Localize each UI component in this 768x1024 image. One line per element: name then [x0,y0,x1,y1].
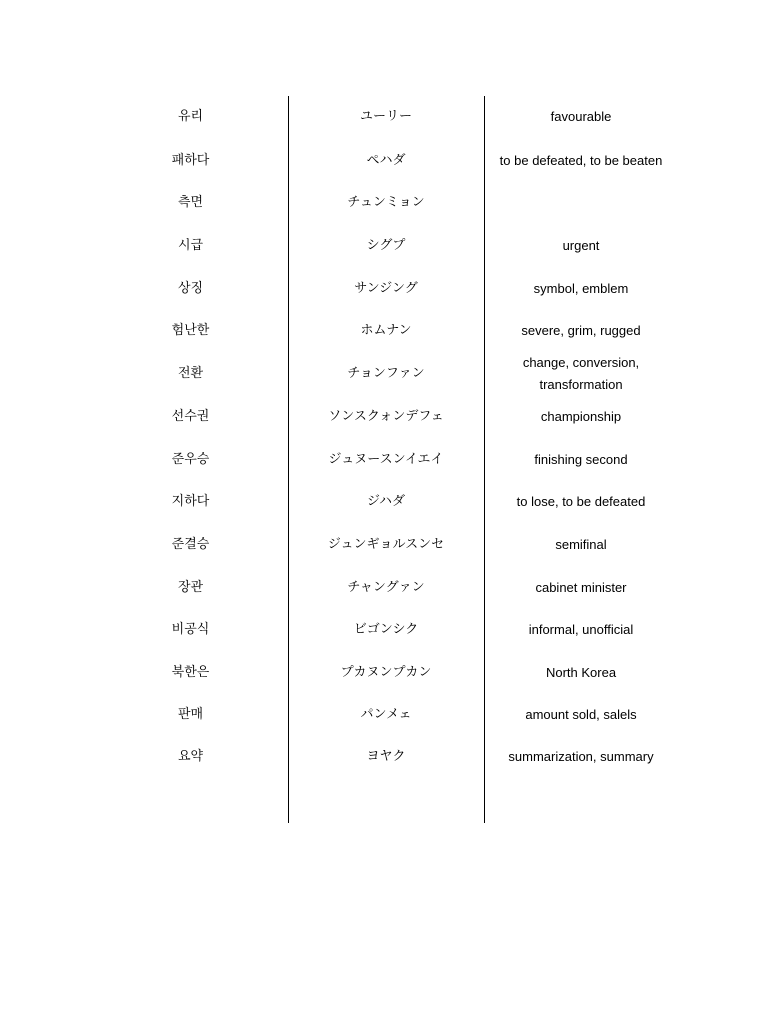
korean-word: 상징 [177,281,204,296]
table-row [93,652,678,694]
english-meaning: amount sold, salels [525,707,637,722]
korean-word: 패하다 [171,153,210,168]
table-row [93,396,678,438]
english-meaning: championship [540,409,622,424]
korean-word: 요약 [177,749,204,764]
korean-word: 지하다 [171,494,210,509]
english-meaning [484,182,678,224]
english-meaning: favourable [550,109,612,124]
katakana-reading: ソンスクォンデフェ [328,409,444,424]
table-row [93,567,678,609]
katakana-reading: ジュンギョルスンセ [327,537,445,552]
katakana-reading: サンジング [354,281,418,296]
katakana-reading: シグプ [366,238,406,253]
english-meaning: urgent [562,238,600,253]
table-row [93,694,678,736]
english-meaning: finishing second [534,452,628,467]
english-meaning: severe, grim, rugged [521,323,641,338]
table-row [93,439,678,481]
katakana-reading: チョンファン [347,366,425,381]
table-row [93,736,678,778]
korean-word: 준우승 [171,452,210,467]
table-row [93,310,678,352]
katakana-reading: パンメェ [360,707,412,722]
katakana-reading: ユーリー [359,109,412,124]
table-row [93,481,678,523]
korean-word: 전환 [177,366,204,381]
table-row [93,524,678,566]
table-row [93,140,678,182]
english-meaning: change, conversion, transformation [522,355,640,392]
katakana-reading: ビゴンシク [353,622,419,637]
korean-word: 판매 [177,707,204,722]
table-row [93,353,678,395]
korean-word: 험난한 [171,323,210,338]
katakana-reading: ホムナン [360,323,412,338]
english-meaning: symbol, emblem [533,281,629,296]
korean-word: 선수권 [171,409,210,424]
korean-word: 북한은 [171,665,210,680]
table-row [93,268,678,310]
english-meaning: cabinet minister [535,580,627,595]
table-row [93,96,678,138]
english-meaning: summarization, summary [508,749,654,764]
korean-word: 비공식 [171,622,210,637]
katakana-reading: チュンミョン [347,195,425,210]
table-row [93,225,678,267]
english-meaning: North Korea [545,665,617,680]
english-meaning: to lose, to be defeated [516,494,646,509]
english-meaning: to be defeated, to be beaten [499,153,663,168]
english-meaning: semifinal [555,537,607,552]
katakana-reading: チャングァン [347,580,425,595]
katakana-reading: ヨヤク [366,749,406,764]
korean-word: 시급 [177,238,204,253]
katakana-reading: ジュヌースンイエイ [328,452,444,467]
katakana-reading: プカヌンプカン [340,665,432,680]
korean-word: 측면 [177,195,204,210]
table-row [93,182,678,224]
korean-word: 장관 [177,580,204,595]
katakana-reading: ジハダ [366,494,406,509]
korean-word: 유리 [177,109,204,124]
katakana-reading: ペハダ [366,153,406,168]
korean-word: 준결승 [171,537,210,552]
table-row [93,609,678,651]
english-meaning: informal, unofficial [528,622,634,637]
